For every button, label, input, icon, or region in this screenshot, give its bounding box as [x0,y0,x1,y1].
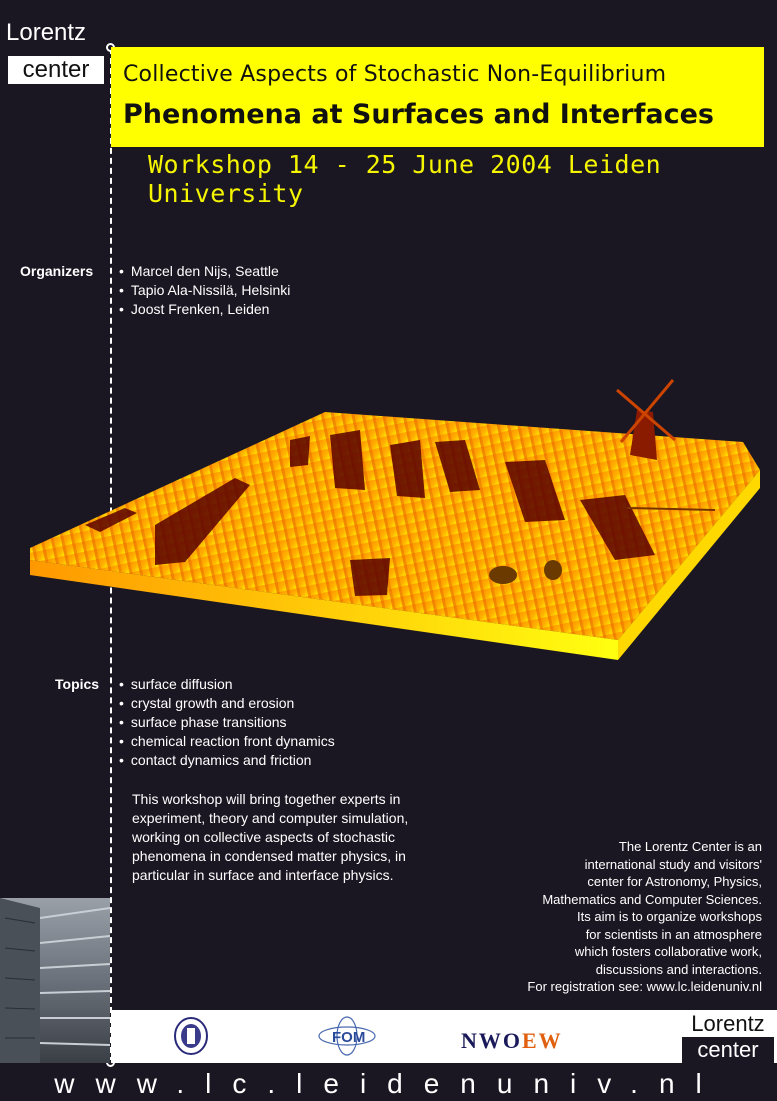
info-line: discussions and interactions. [595,961,762,977]
topics-list [119,675,335,770]
lorentz-logo-bottom-word: Lorentz [682,1011,774,1037]
topic-item: • chemical reaction front dynamics [119,732,335,751]
cow-icon [544,560,562,580]
info-line: which fosters collaborative work, [574,944,762,959]
lorentz-center-info [480,838,762,996]
website-url[interactable]: www.lc.leidenuniv.nl [54,1068,723,1099]
fom-logo [316,1015,378,1057]
organizers-label: Organizers [20,263,94,279]
topics-label: Topics [55,676,100,692]
info-line: Mathematics and Computer Sciences. [542,891,762,907]
organizer-item: • Tapio Ala-Nissilä, Helsinki [119,281,290,300]
nwo-logo [461,1028,563,1054]
lorentz-logo-top-word: Lorentz [0,18,100,48]
organizers-list [119,262,290,319]
title-line-1: Collective Aspects of Stochastic Non-Equilibrium [123,62,667,87]
ew-logo-text: EW [522,1028,563,1053]
organizer-item: • Joost Frenken, Leiden [119,300,290,319]
building-photo [0,898,110,1063]
info-line: international study and visitors' [584,856,762,872]
nwo-logo-text: NWO [461,1028,522,1053]
organizer-item: • Marcel den Nijs, Seattle [119,262,290,281]
topic-item: • contact dynamics and friction [119,751,335,770]
info-line: Its aim is to organize workshops [577,909,762,924]
workshop-dates: Workshop 14 - 25 June 2004 Leiden University [148,150,662,208]
title-line-2: Phenomena at Surfaces and Interfaces [123,99,714,130]
topic-item: • crystal growth and erosion [119,694,335,713]
info-line: For registration see: www.lc.leidenuniv.nl [527,979,762,994]
surface-illustration [25,370,765,670]
topic-item: • surface diffusion [119,675,335,694]
info-line: The Lorentz Center is an [618,839,762,854]
title-banner [111,47,764,147]
fom-logo-text: FOM [332,1029,366,1046]
cow-icon [489,566,517,584]
lorentz-logo-bottom-center: center [682,1037,774,1063]
sponsor-logo-strip [111,1010,777,1063]
lorentz-logo-top-center: center [8,56,104,84]
info-line: center for Astronomy, Physics, [587,874,762,889]
workshop-description: This workshop will bring together experts in experiment, theory and computer simulation, working on collective aspects of stochastic phenomena in condensed matter physics, in particular in surface and interface physics. [132,791,409,883]
info-line: for scientists in an atmosphere [585,926,762,942]
topic-item: • surface phase transitions [119,713,335,732]
leiden-seal-icon [173,1016,209,1056]
